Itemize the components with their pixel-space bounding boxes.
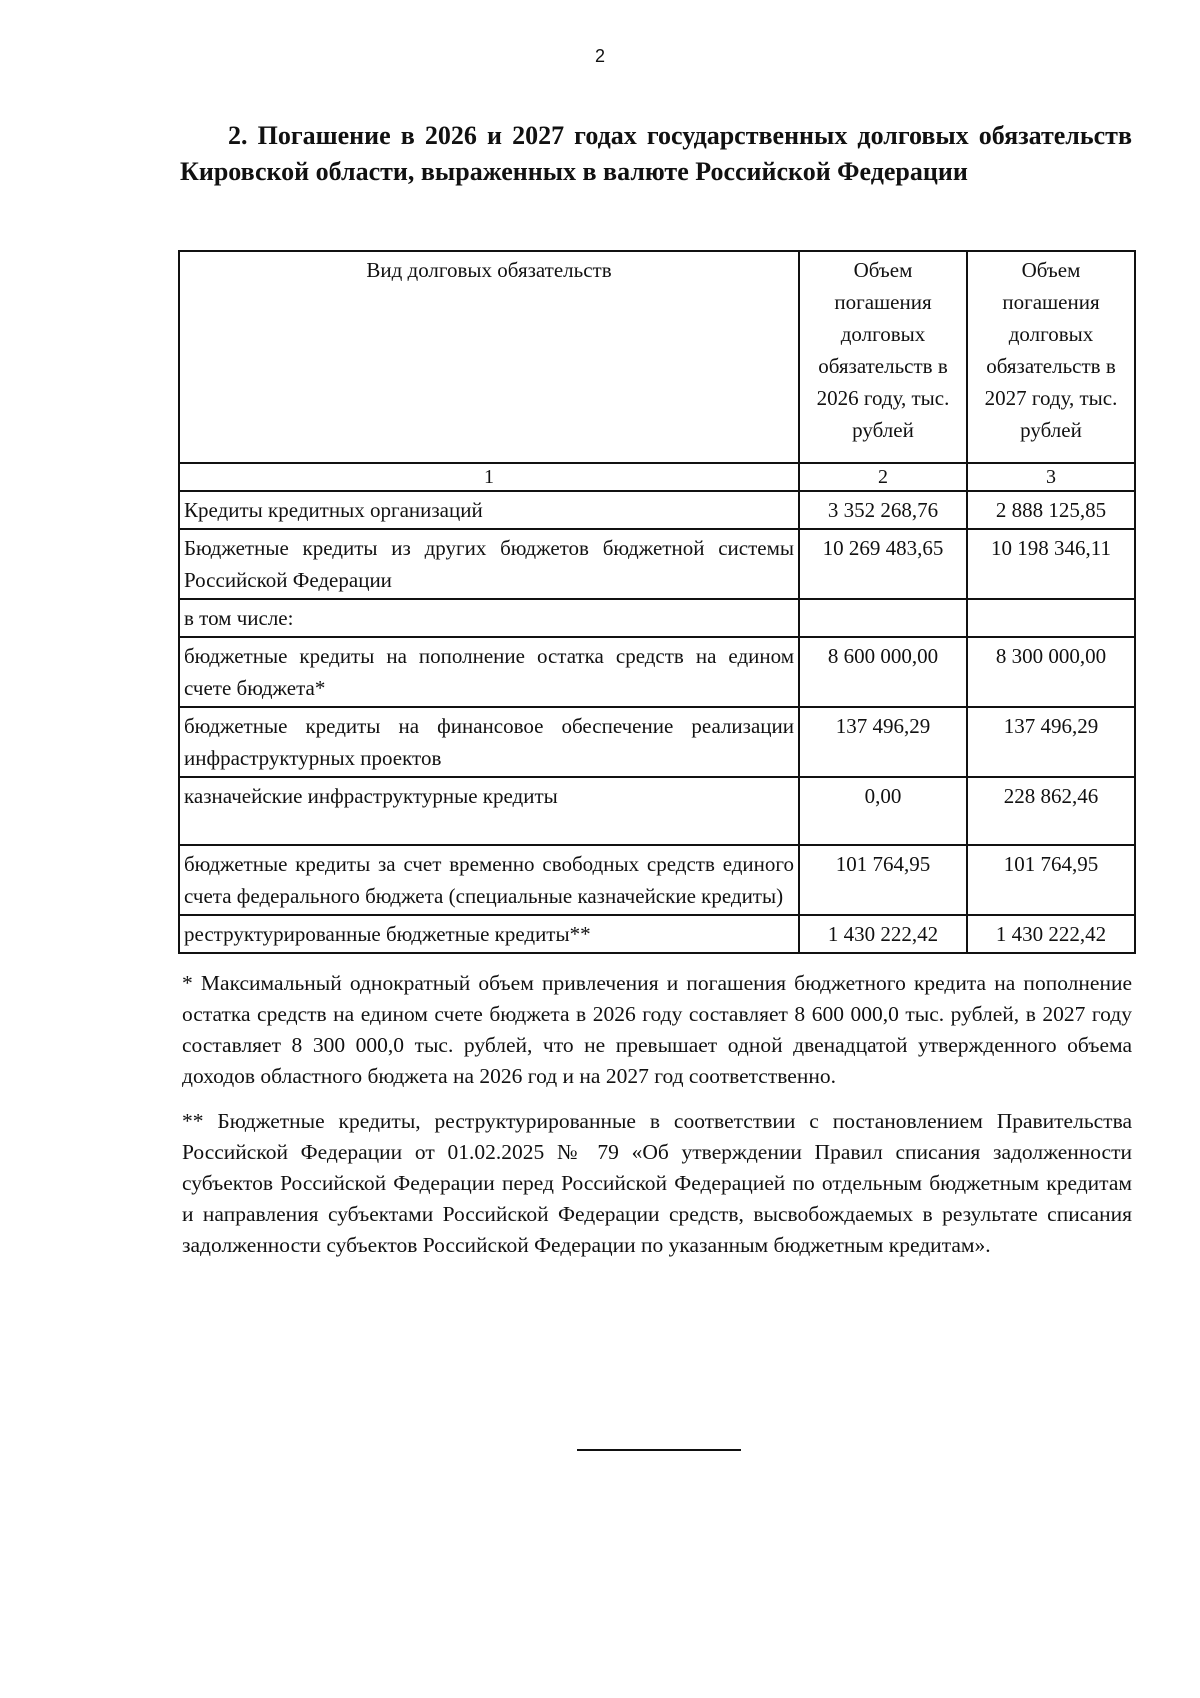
row-name: в том числе:	[179, 599, 799, 637]
footnote-double-asterisk: ** Бюджетные кредиты, реструктурированные в соответствии с постановлением Правительства Российской Федерации от 01.02.2025 № 79 «Об утверждении Правил списания задолженности субъектов Российской Федерации перед Российской Федерацией по отдельным бюджетным кредитам и направления субъектами Российской Федерации средств, высвобождаемых в результате списания задолженности субъектов Российской Федерации по указанным бюджетным кредитам».	[182, 1109, 1132, 1257]
row-value-2027: 228 862,46	[967, 777, 1135, 845]
row-value-2026: 101 764,95	[799, 845, 967, 915]
row-value-2027: 137 496,29	[967, 707, 1135, 777]
row-value-2027	[967, 599, 1135, 637]
footnotes	[182, 968, 1132, 1275]
header-debt-type: Вид долговых обязательств	[179, 251, 799, 463]
row-value-2027: 8 300 000,00	[967, 637, 1135, 707]
row-name: Кредиты кредитных организаций	[179, 491, 799, 529]
row-name: бюджетные кредиты на пополнение остатка средств на едином счете бюджета*	[179, 637, 799, 707]
table-header-row	[179, 251, 1135, 463]
column-number: 3	[967, 463, 1135, 491]
row-value-2026: 8 600 000,00	[799, 637, 967, 707]
header-2027: Объем погашения долговых обязательств в 2027 году, тыс. рублей	[967, 251, 1135, 463]
row-value-2027: 10 198 346,11	[967, 529, 1135, 599]
column-number-row	[179, 463, 1135, 491]
row-value-2027: 1 430 222,42	[967, 915, 1135, 953]
column-number: 2	[799, 463, 967, 491]
table-row	[179, 777, 1135, 845]
table-row	[179, 599, 1135, 637]
row-name: казначейские инфраструктурные кредиты	[179, 777, 799, 845]
footnote-single-asterisk: * Максимальный однократный объем привлечения и погашения бюджетного кредита на пополнение остатка средств на едином счете бюджета в 2026 году составляет 8 600 000,0 тыс. рублей, в 2027 году составляет 8 300 000,0 тыс. рублей, что не превышает одной двенадцатой утвержденного объема доходов областного бюджета на 2026 год и на 2027 год соответственно.	[182, 971, 1132, 1088]
table-row	[179, 637, 1135, 707]
page-number: 2	[594, 46, 605, 66]
row-value-2026: 3 352 268,76	[799, 491, 967, 529]
table-row	[179, 915, 1135, 953]
table-row	[179, 491, 1135, 529]
table-row	[179, 707, 1135, 777]
table-row	[179, 845, 1135, 915]
header-2026: Объем погашения долговых обязательств в 2026 году, тыс. рублей	[799, 251, 967, 463]
table-row	[179, 529, 1135, 599]
row-name: реструктурированные бюджетные кредиты**	[179, 915, 799, 953]
column-number: 1	[179, 463, 799, 491]
row-value-2027: 2 888 125,85	[967, 491, 1135, 529]
document-end-line	[577, 1449, 741, 1451]
row-value-2026: 0,00	[799, 777, 967, 845]
row-name: Бюджетные кредиты из других бюджетов бюджетной системы Российской Федерации	[179, 529, 799, 599]
row-value-2026: 137 496,29	[799, 707, 967, 777]
row-value-2026	[799, 599, 967, 637]
row-name: бюджетные кредиты на финансовое обеспечение реализации инфраструктурных проектов	[179, 707, 799, 777]
row-value-2027: 101 764,95	[967, 845, 1135, 915]
debt-repayment-table	[178, 250, 1136, 954]
section-heading: 2. Погашение в 2026 и 2027 годах государственных долговых обязательств Кировской области, выраженных в валюте Российской Федерации	[180, 121, 1132, 186]
row-value-2026: 1 430 222,42	[799, 915, 967, 953]
row-value-2026: 10 269 483,65	[799, 529, 967, 599]
row-name: бюджетные кредиты за счет временно свободных средств единого счета федерального бюджета (специальные казначейские кредиты)	[179, 845, 799, 915]
